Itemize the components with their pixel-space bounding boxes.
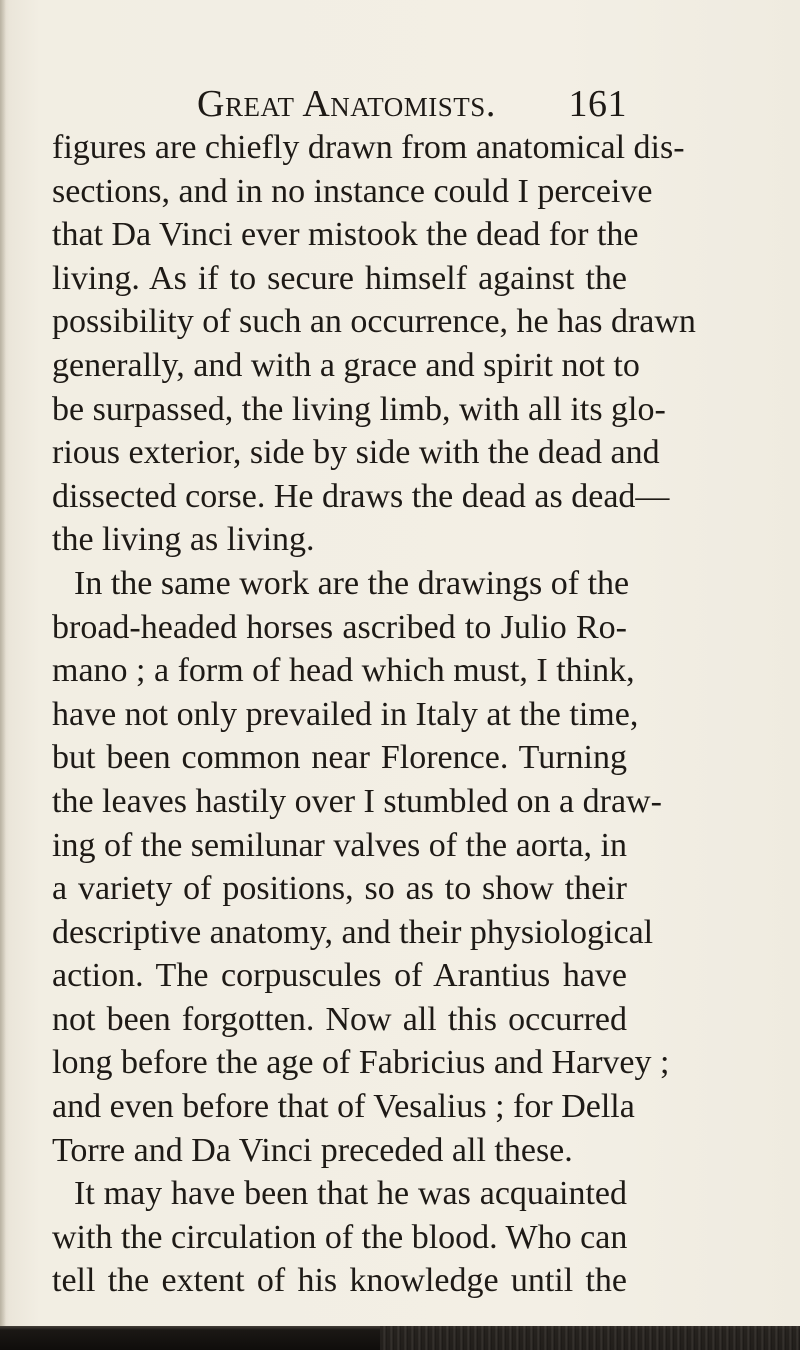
text-line: tell the extent of his knowledge until the xyxy=(52,1262,627,1300)
text-line: the leaves hastily over I stumbled on a draw- xyxy=(52,782,662,820)
text-line: not been forgotten. Now all this occurred xyxy=(52,1000,627,1038)
text-line: have not only prevailed in Italy at the time, xyxy=(52,695,639,733)
text-line: living. As if to secure himself against the xyxy=(52,259,627,297)
text-line: descriptive anatomy, and their physiological xyxy=(52,913,654,951)
body-text xyxy=(52,126,696,1303)
text-line: action. The corpuscules of Arantius have xyxy=(52,957,627,995)
text-line: Torre and Da Vinci preceded all these. xyxy=(52,1131,573,1169)
text-line: generally, and with a grace and spirit not to xyxy=(52,346,640,384)
page-bottom-edge xyxy=(0,1326,800,1350)
running-head xyxy=(197,82,627,126)
text-line: broad-headed horses ascribed to Julio Ro- xyxy=(52,608,627,646)
paragraph-start-line: It may have been that he was acquainted xyxy=(74,1175,627,1213)
running-head-title: Great Anatomists. xyxy=(197,83,496,125)
text-line: mano ; a form of head which must, I think, xyxy=(52,652,635,690)
text-line: be surpassed, the living limb, with all its glo- xyxy=(52,390,666,428)
text-line: rious exterior, side by side with the dead and xyxy=(52,434,660,472)
text-line: with the circulation of the blood. Who can xyxy=(52,1218,628,1256)
text-line: but been common near Florence. Turning xyxy=(52,739,627,777)
text-line: and even before that of Vesalius ; for Della xyxy=(52,1088,635,1126)
text-line: possibility of such an occurrence, he has drawn xyxy=(52,303,696,341)
text-line: sections, and in no instance could I perceive xyxy=(52,172,653,210)
text-line: long before the age of Fabricius and Harvey ; xyxy=(52,1044,670,1082)
text-line: the living as living. xyxy=(52,521,315,559)
page-number: 161 xyxy=(568,83,627,125)
text-line: figures are chiefly drawn from anatomical dis- xyxy=(52,129,685,166)
text-line: dissected corse. He draws the dead as dead— xyxy=(52,477,670,515)
paragraph-start-line: In the same work are the drawings of the xyxy=(74,564,630,602)
text-line: a variety of positions, so as to show their xyxy=(52,870,627,908)
text-line: that Da Vinci ever mistook the dead for the xyxy=(52,216,639,254)
text-line: ing of the semilunar valves of the aorta, in xyxy=(52,826,627,864)
scan-edge-streaks xyxy=(380,1326,800,1350)
spine-shadow xyxy=(0,0,6,1350)
